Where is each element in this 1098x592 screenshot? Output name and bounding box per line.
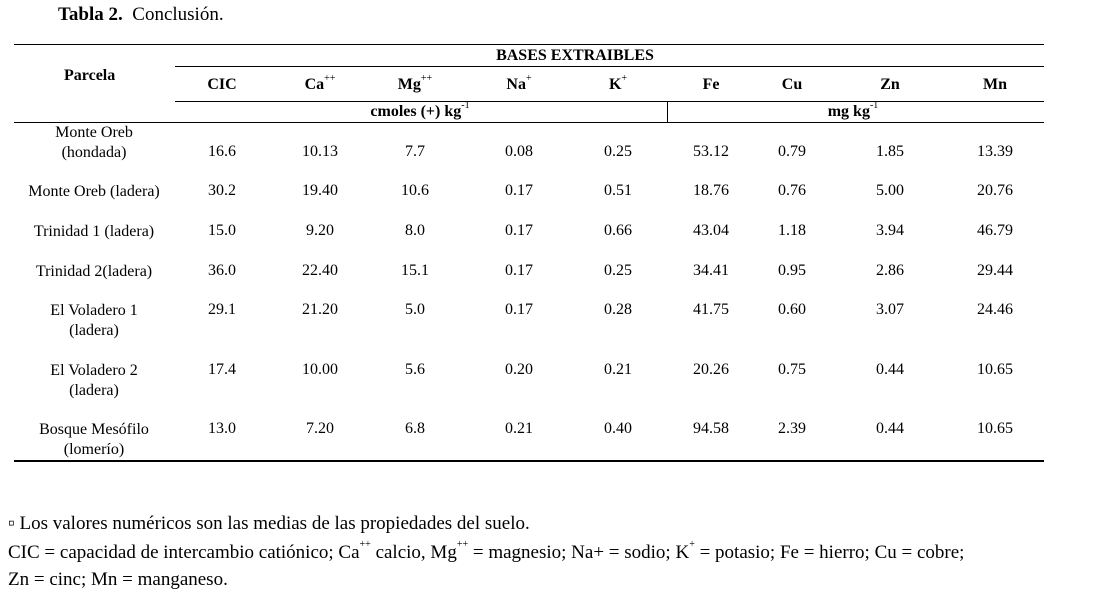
table-cell: 0.17	[505, 301, 533, 318]
table-cell: 0.17	[505, 222, 533, 239]
parcela-cell: Monte Oreb	[55, 124, 133, 141]
table-caption	[58, 4, 224, 26]
table-cell: 46.79	[977, 222, 1013, 239]
table-cell: 1.18	[778, 222, 806, 239]
table-cell: 0.20	[505, 361, 533, 378]
parcela-cell: (ladera)	[69, 322, 119, 339]
column-header-ca: Ca++	[304, 73, 336, 93]
table-cell: 22.40	[302, 262, 338, 279]
bases-rule	[175, 66, 1044, 67]
unit-left-sup: -1	[461, 100, 470, 111]
note-superscript: +	[689, 539, 695, 550]
bottom-rule	[14, 460, 1044, 462]
table-cell: 13.39	[977, 143, 1013, 160]
table-cell: 16.6	[208, 143, 236, 160]
parcela-cell: El Voladero 1	[50, 302, 138, 319]
table-cell: 0.75	[778, 361, 806, 378]
table-caption-text: Conclusión.	[132, 4, 224, 25]
note-superscript: ++	[359, 539, 371, 550]
table-cell: 15.0	[208, 222, 236, 239]
table-cell: 10.6	[401, 182, 429, 199]
table-cell: 7.20	[306, 420, 334, 437]
parcela-cell: Bosque Mesófilo	[39, 421, 149, 438]
column-header-cu: Cu	[781, 76, 803, 93]
unit-left-text: cmoles (+) kg	[370, 103, 462, 120]
top-rule	[14, 44, 1044, 45]
column-header-mg: Mg++	[397, 73, 433, 93]
parcela-header: Parcela	[64, 67, 116, 84]
table-cell: 5.00	[876, 182, 904, 199]
table-cell: 0.21	[505, 420, 533, 437]
table-cell: 2.86	[876, 262, 904, 279]
parcela-cell: Trinidad 1 (ladera)	[33, 223, 155, 240]
table-cell: 6.8	[405, 420, 425, 437]
parcela-cell: (ladera)	[69, 382, 119, 399]
table-cell: 17.4	[208, 361, 236, 378]
table-cell: 36.0	[208, 262, 236, 279]
note-text: = potasio; Fe = hierro; Cu = cobre;	[694, 542, 965, 563]
table-cell: 0.25	[604, 143, 632, 160]
table-cell: 0.51	[604, 182, 632, 199]
parcela-cell: (lomerío)	[63, 441, 125, 458]
table-cell: 20.76	[977, 182, 1013, 199]
unit-right-text: mg kg	[827, 103, 870, 120]
column-header-zn: Zn	[880, 76, 900, 93]
table-cell: 30.2	[208, 182, 236, 199]
parcela-cell: (hondada)	[61, 144, 127, 161]
unit-top-rule	[175, 101, 1044, 102]
parcela-cell: Monte Oreb (ladera)	[28, 183, 160, 200]
parcela-cell: El Voladero 2	[50, 362, 138, 379]
table-cell: 0.40	[604, 420, 632, 437]
column-header-fe: Fe	[702, 76, 720, 93]
unit-right-sup: -1	[869, 100, 879, 111]
table-cell: 10.65	[977, 420, 1013, 437]
table-cell: 0.95	[778, 262, 806, 279]
table-cell: 13.0	[208, 420, 236, 437]
table-cell: 43.04	[693, 222, 729, 239]
note-text: calcio, Mg	[370, 542, 457, 563]
table-cell: 0.76	[778, 182, 806, 199]
table-cell: 0.17	[505, 182, 533, 199]
table-cell: 53.12	[693, 143, 729, 160]
note-text: CIC = capacidad de intercambio catiónico; Ca	[8, 542, 360, 563]
table-cell: 20.26	[693, 361, 729, 378]
table-cell: 3.94	[876, 222, 904, 239]
table-cell: 0.25	[604, 262, 632, 279]
table-cell: 29.44	[977, 262, 1013, 279]
table-cell: 18.76	[693, 182, 729, 199]
note-superscript: ++	[456, 539, 469, 550]
table-cell: 7.7	[405, 143, 425, 160]
table-cell: 10.65	[977, 361, 1013, 378]
table-cell: 10.13	[302, 143, 338, 160]
table-cell: 15.1	[401, 262, 429, 279]
column-header-na: Na+	[506, 73, 532, 93]
table-cell: 0.17	[505, 262, 533, 279]
table-cell: 0.60	[778, 301, 806, 318]
table-cell: 0.44	[876, 361, 904, 378]
table-cell: 41.75	[693, 301, 729, 318]
table-cell: 5.0	[405, 301, 425, 318]
table-cell: 2.39	[778, 420, 806, 437]
table-caption-label: Tabla 2.	[58, 4, 123, 25]
table-cell: 29.1	[208, 301, 236, 318]
table-cell: 0.44	[876, 420, 904, 437]
unit-right	[827, 100, 879, 121]
unit-left	[370, 100, 470, 121]
note-line-3: Zn = cinc; Mn = manganeso.	[8, 569, 228, 590]
parcela-cell: Trinidad 2(ladera)	[35, 263, 153, 280]
column-header-cic: CIC	[207, 76, 237, 93]
table-cell: 1.85	[876, 143, 904, 160]
table-cell: 94.58	[693, 420, 729, 437]
table-cell: 21.20	[302, 301, 338, 318]
table-cell: 34.41	[693, 262, 729, 279]
table-cell: 3.07	[876, 301, 904, 318]
table-cell: 0.21	[604, 361, 632, 378]
table-cell: 0.28	[604, 301, 632, 318]
table-cell: 5.6	[405, 361, 425, 378]
table-cell: 19.40	[302, 182, 338, 199]
table-cell: 24.46	[977, 301, 1013, 318]
note-text: = magnesio; Na+ = sodio; K	[468, 542, 690, 563]
column-header-k: K+	[608, 73, 628, 93]
unit-divider	[667, 101, 668, 122]
table-cell: 10.00	[302, 361, 338, 378]
table-cell: 8.0	[405, 222, 425, 239]
table-cell: 0.66	[604, 222, 632, 239]
table-cell: 0.79	[778, 143, 806, 160]
table-cell: 0.08	[505, 143, 533, 160]
note-line-1: ▫ Los valores numéricos son las medias de las propiedades del suelo.	[8, 513, 530, 534]
note-line-2	[8, 539, 965, 564]
bases-header: BASES EXTRAIBLES	[496, 47, 654, 64]
column-header-mn: Mn	[983, 76, 1007, 93]
table-cell: 9.20	[306, 222, 334, 239]
